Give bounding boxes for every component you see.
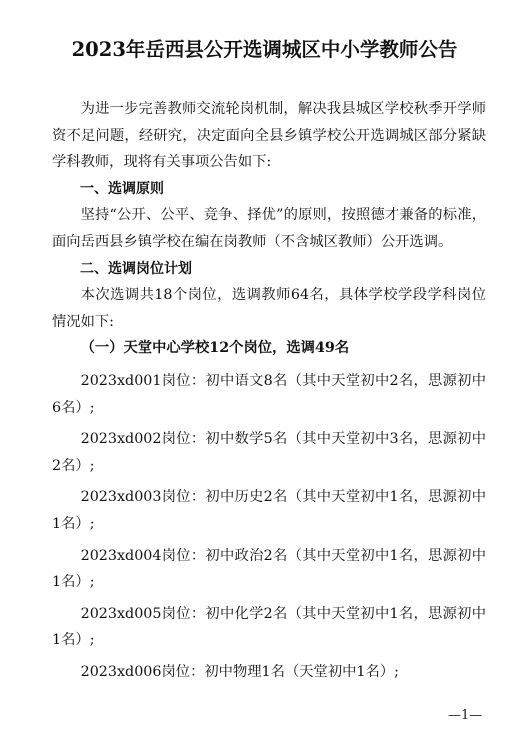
position-item: 2023xd005岗位：初中化学2名（其中天堂初中1名，思源初中1名）; bbox=[52, 605, 486, 649]
position-item: 2023xd002岗位：初中数学5名（其中天堂初中3名，思源初中2名）; bbox=[52, 431, 486, 474]
document-title: 2023年岳西县公开选调城区中小学教师公告 bbox=[71, 38, 458, 61]
position-item: 2023xd006岗位：初中物理1名（天堂初中1名）; bbox=[80, 663, 399, 680]
position-item: 2023xd003岗位：初中历史2名（其中天堂初中1名，思源初中1名）; bbox=[52, 489, 486, 532]
section-2-heading: 二、选调岗位计划 bbox=[80, 260, 192, 277]
document-body bbox=[52, 96, 486, 685]
section-2-paragraph: 本次选调共18个岗位，选调教师64名，具体学校学段学科岗位情况如下: bbox=[52, 287, 486, 330]
intro-paragraph: 为进一步完善教师交流轮岗机制，解决我县城区学校秋季开学师资不足问题，经研究，决定面向全县乡镇学校公开选调城区部分紧缺学科教师，现将有关事项公告如下: bbox=[52, 101, 486, 171]
position-item: 2023xd001岗位：初中语文8名（其中天堂初中2名，思源初中6名）; bbox=[52, 372, 486, 416]
position-item: 2023xd004岗位：初中政治2名（其中天堂初中1名，思源初中1名）; bbox=[52, 547, 486, 591]
section-1-paragraph: 坚持“公开、公平、竞争、择优”的原则，按照德才兼备的标准，面向岳西县乡镇学校在编在岗教师（不含城区教师）公开选调。 bbox=[52, 207, 486, 250]
subsection-1-heading: （一）天堂中心学校12个岗位，选调49名 bbox=[80, 340, 350, 357]
section-1-heading: 一、选调原则 bbox=[80, 180, 164, 197]
page-number: —1— bbox=[448, 708, 483, 723]
